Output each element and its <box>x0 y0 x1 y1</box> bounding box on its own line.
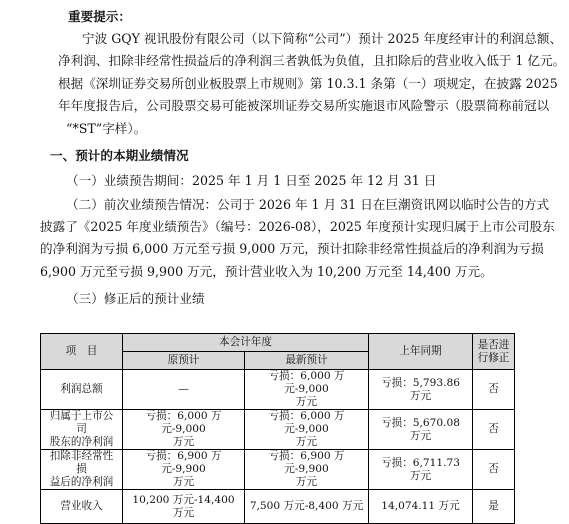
row-original-line: 亏损：6,900 万元-9,900 <box>145 450 222 475</box>
row-last-year <box>369 370 473 410</box>
row-original-line: — <box>178 383 189 395</box>
header-corrected-line: 是否进 <box>477 338 510 351</box>
notice-line: 净利润、扣除非经常性损益后的净利润三者孰低为负值，且扣除后的营业收入低于 1 亿元。 <box>58 53 566 68</box>
row-last-year-value: 亏损：5,670.08 <box>381 416 460 429</box>
row-last-year <box>369 490 473 524</box>
row-last-year <box>369 410 473 450</box>
notice-line: 根据《深圳证券交易所创业板股票上市规则》第 10.3.1 条第（一）项规定，在披露 2025 <box>58 76 558 91</box>
row-item <box>41 490 123 524</box>
previous-forecast-line: 6,900 万元至亏损 9,900 万元，预计营业收入为 10,200 万元至 14,400 万元。 <box>40 264 493 279</box>
row-last-year-unit: 万元 <box>409 429 432 442</box>
row-original-line: 亏损：6,000 万元-9,000 <box>145 410 222 435</box>
header-corrected <box>473 334 515 370</box>
row-last-year-value: 亏损：6,711.73 <box>381 456 460 469</box>
row-item-line: 利润总额 <box>60 383 103 395</box>
row-corrected: 否 <box>473 450 515 490</box>
table-row <box>41 450 515 490</box>
row-item-line: 益后的净利润 <box>49 476 114 488</box>
row-latest-line: 7,500 万元-8,400 万元 <box>249 500 364 512</box>
row-last-year-value: 亏损：5,793.86 <box>381 376 460 389</box>
notice-line: 宁波 GQY 视讯股份有限公司（以下简称“公司”）预计 2025 年度经审计的利润总额、 <box>82 31 563 46</box>
revised-forecast-label: （三）修正后的预计业绩 <box>66 291 205 306</box>
table-row <box>41 410 515 450</box>
row-corrected: 否 <box>473 370 515 410</box>
notice-heading: 重要提示： <box>68 9 131 24</box>
row-original <box>123 490 245 524</box>
row-latest-line: 万元 <box>295 396 318 408</box>
row-original-line: 万元 <box>172 436 195 448</box>
row-last-year-unit: 万元 <box>409 469 432 482</box>
row-original <box>123 410 245 450</box>
row-latest <box>245 370 369 410</box>
header-latest: 最新预计 <box>245 352 369 370</box>
row-latest <box>245 410 369 450</box>
row-latest <box>245 490 369 524</box>
row-original-line: 万元 <box>172 476 195 488</box>
table-row <box>41 490 515 524</box>
row-last-year <box>369 450 473 490</box>
forecast-table <box>40 333 515 524</box>
row-item-line: 扣除非经常性损 <box>49 450 114 475</box>
row-corrected: 否 <box>473 410 515 450</box>
header-current-year: 本会计年度 <box>123 334 369 352</box>
notice-line: “*ST”字样）。 <box>66 121 147 136</box>
header-project: 项 目 <box>41 334 123 370</box>
row-last-year-unit: 万元 <box>409 389 432 402</box>
row-original <box>123 450 245 490</box>
forecast-period: （一）业绩预告期间：2025 年 1 月 1 日至 2025 年 12 月 31 日 <box>66 173 437 188</box>
previous-forecast-line: 的净利润为亏损 6,000 万元至亏损 9,000 万元，预计扣除非经常性损益后的净利润为亏损 <box>40 241 544 256</box>
header-corrected-line: 行修正 <box>477 351 510 364</box>
row-latest <box>245 450 369 490</box>
row-original <box>123 370 245 410</box>
header-last-year: 上年同期 <box>369 334 473 370</box>
row-item-line: 营业收入 <box>60 500 103 512</box>
row-item <box>41 370 123 410</box>
row-item <box>41 410 123 450</box>
row-last-year-value: 14,074.11 万元 <box>381 500 460 512</box>
row-corrected: 是 <box>473 490 515 524</box>
row-latest-line: 万元 <box>295 476 318 488</box>
notice-line: 年年度报告后，公司股票交易可能被深圳证券交易所实施退市风险警示（股票简称前冠以 <box>58 98 550 113</box>
row-item-line: 股东的净利润 <box>49 436 114 448</box>
row-latest-line: 亏损：6,000 万元-9,000 <box>268 370 345 395</box>
row-latest-line: 亏损：6,000 万元-9,000 <box>268 410 345 435</box>
section-title: 一、预计的本期业绩情况 <box>50 148 189 163</box>
row-item <box>41 450 123 490</box>
row-original-line: 10,200 万元-14,400 万元 <box>132 493 235 519</box>
row-latest-line: 万元 <box>295 436 318 448</box>
row-item-line: 归属于上市公司 <box>49 410 114 435</box>
header-original: 原预计 <box>123 352 245 370</box>
table-row <box>41 370 515 410</box>
row-latest-line: 亏损：6,900 万元-9,900 <box>268 450 345 475</box>
previous-forecast-line: 披露了《2025 年度业绩预告》（编号：2026-08），2025 年度预计实现归属于上市公司股东 <box>40 219 555 234</box>
previous-forecast-line: （二）前次业绩预告情况：公司于 2026 年 1 月 31 日在巨潮资讯网以临时公告的方式 <box>66 197 550 212</box>
